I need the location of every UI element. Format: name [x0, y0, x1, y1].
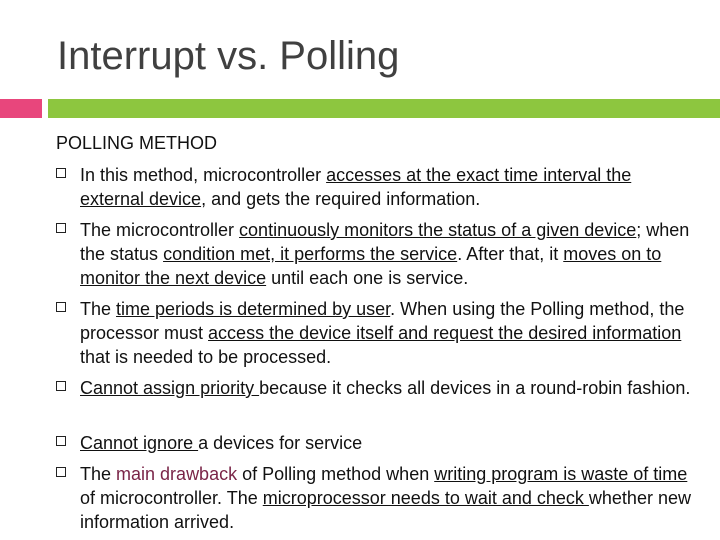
bullet-text — [80, 297, 700, 369]
bullet-text-span: a devices for service — [198, 433, 363, 453]
underlined-text: Cannot ignore — [80, 433, 199, 453]
bullet-text-span: The microcontroller — [80, 220, 240, 240]
square-bullet-icon — [56, 168, 66, 178]
underlined-text: continuously monitors the status of a given device — [239, 220, 637, 240]
underlined-text: time periods is determined by user — [116, 299, 391, 319]
bullet-text-span: , and gets the required information. — [201, 189, 481, 209]
underlined-text: access the device itself and request the desired information — [208, 323, 682, 343]
bullet-text-span: . After that, it — [457, 244, 564, 264]
bullet-text-span: . When using the Polling method, the processor must — [80, 299, 685, 343]
bullet-text — [80, 163, 700, 211]
square-bullet-icon — [56, 381, 66, 391]
bullet-text-span: In this method, microcontroller — [80, 165, 327, 185]
bullet-text — [80, 431, 700, 455]
bullet-text-span: The — [80, 464, 117, 484]
pink-accent-bar — [0, 99, 42, 118]
slide-title: Interrupt vs. Polling — [57, 34, 400, 78]
underlined-text: microprocessor needs to wait and check — [262, 488, 589, 508]
square-bullet-icon — [56, 436, 66, 446]
bullet-text — [80, 218, 700, 290]
bullet-text-span: ; when the status — [80, 220, 690, 264]
bullet-text — [80, 462, 700, 534]
underlined-text: writing program is waste of time — [434, 464, 688, 484]
bullet-text-span: until each one is service. — [266, 268, 469, 288]
bullet-text-span: that is needed to be processed. — [80, 347, 332, 367]
bullet-text-span: because it checks all devices in a round-robin fashion. — [259, 378, 691, 398]
green-accent-bar — [48, 99, 720, 118]
underlined-text: Cannot assign priority — [80, 378, 260, 398]
bullet-text-span: whether new information arrived. — [80, 488, 691, 532]
underlined-text: moves on to monitor the next device — [80, 244, 662, 288]
highlighted-text: main drawback — [116, 464, 238, 484]
section-heading: POLLING METHOD — [56, 133, 218, 153]
square-bullet-icon — [56, 302, 66, 312]
underlined-text: condition met, it performs the service — [163, 244, 458, 264]
bullet-text — [80, 376, 700, 400]
bullet-text-span: of microcontroller. The — [80, 488, 263, 508]
underlined-text: accesses at the exact time interval the external device — [80, 165, 632, 209]
square-bullet-icon — [56, 467, 66, 477]
square-bullet-icon — [56, 223, 66, 233]
bullet-text-span: of Polling method when — [237, 464, 435, 484]
bullet-text-span: The — [80, 299, 117, 319]
